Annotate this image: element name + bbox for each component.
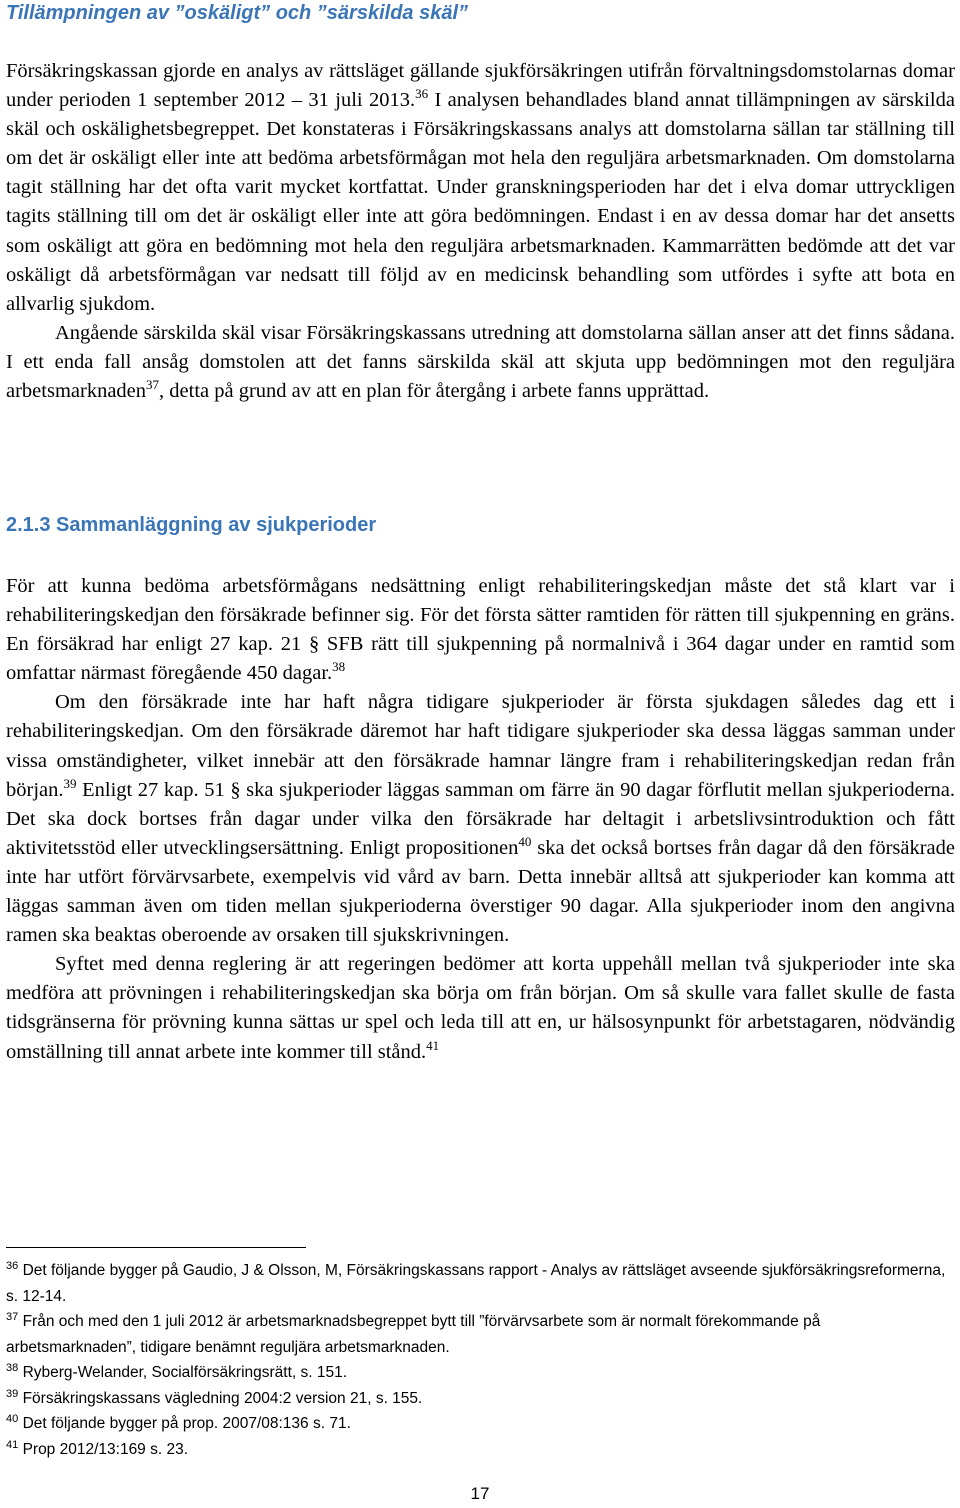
paragraph-4 xyxy=(6,688,955,950)
paragraph-5 xyxy=(6,950,955,1066)
body-block-2 xyxy=(6,572,955,1067)
footnote-number: 37 xyxy=(6,1310,19,1323)
footnote-text: Prop 2012/13:169 s. 23. xyxy=(22,1440,189,1458)
footnote-text: Ryberg-Welander, Socialförsäkringsrätt, s. 151. xyxy=(22,1364,348,1381)
footnote xyxy=(6,1411,951,1437)
p1-text-a: Försäkringskassan gjorde en analys av rättsläget gällande sjukförsäkringen utifrån förvaltningsdomstolarnas domar under perioden 1 september 2012 – 31 juli 2013. xyxy=(6,60,955,112)
p1-text-b: I analysen behandlades bland annat tillämpningen av särskilda skäl och oskälighetsbegreppet. Det konstateras i Försäkringskassans analys att domstolarna sällan tar ställning till om det är oskäligt eller inte att bedöma arbetsförmågan mot hela den reguljära arbetsmarknaden. Om domstolarna tagit ställning har det ofta varit mycket kortfattat. Under granskningsperioden har det i elva domar uttryckligen tagits ställning till om det är oskäligt eller inte att göra bedömningen. Endast i en av dessa domar har det ansetts som oskäligt att göra en bedömning mot hela den reguljära arbetsmarknaden. Kammarrätten bedömde att det var oskäligt då arbetsförmågan var nedsatt till följd av en medicinsk behandling som utfördes i syfte att bota en allvarlig sjukdom. xyxy=(6,89,955,315)
footnote-ref-36[interactable]: 36 xyxy=(415,86,429,102)
p4-text-b: Enligt 27 kap. 51 § ska sjukperioder läggas samman om färre än 90 dagar förflutit mellan sjukperioderna. Det ska dock bortses från dagar under vilka den försäkrade har deltagit i arbetslivsintroduktion och fått aktivitetsstöd eller utvecklingsersättning. Enligt propositionen xyxy=(6,778,955,859)
footnote-text: Försäkringskassans vägledning 2004:2 version 21, s. 155. xyxy=(22,1389,423,1407)
paragraph-2 xyxy=(6,319,955,406)
p3-text-a: För att kunna bedöma arbetsförmågans nedsättning enligt rehabiliteringskedjan måste det stå klart var i rehabiliteringskedjan den försäkrade befinner sig. För det första sätter ramtiden för rätten till sjukpenning en gräns. En försäkrad har enligt 27 kap. 21 § SFB rätt till sjukpenning på normalnivå i 364 dagar under en ramtid som omfattar närmast föregående 450 dagar. xyxy=(6,575,955,685)
body-block-1 xyxy=(6,57,955,406)
footnote-text: Från och med den 1 juli 2012 är arbetsmarknadsbegreppet bytt till ”förvärvsarbete som är normalt förekommande på arbetsmarknaden”, tidigare benämnt reguljära arbetsmarknaden. xyxy=(6,1313,821,1356)
footnote-number: 39 xyxy=(6,1387,19,1400)
page-number: 17 xyxy=(470,1484,490,1503)
footnote xyxy=(6,1258,951,1309)
footnote xyxy=(6,1386,951,1412)
paragraph-3 xyxy=(6,572,955,688)
paragraph-1 xyxy=(6,57,955,319)
footnote-ref-40[interactable]: 40 xyxy=(518,834,532,850)
page-heading: Tillämpningen av ”oskäligt” och ”särskilda skäl” xyxy=(6,2,469,24)
footnote xyxy=(6,1437,951,1463)
footnote-text: Det följande bygger på Gaudio, J & Olsson, M, Försäkringskassans rapport - Analys av rättsläget avseende sjukförsäkringsreformerna, s. 12-14. xyxy=(6,1262,946,1305)
footnote-text: Det följande bygger på prop. 2007/08:136 s. 71. xyxy=(22,1415,351,1432)
footnote-number: 40 xyxy=(6,1412,19,1425)
footnote xyxy=(6,1309,951,1360)
footnote-ref-37[interactable]: 37 xyxy=(146,377,160,393)
footnote-divider xyxy=(6,1247,306,1248)
footnote-ref-41[interactable]: 41 xyxy=(426,1037,440,1053)
p4-text-c: ska det också bortses från dagar då den försäkrade inte har utfört förvärvsarbete, exempelvis vid vård av barn. Detta innebär alltså att sjukperioder kan komma att läggas samman även om tiden mellan sjukperioderna överstiger 90 dagar. Alla sjukperioder inom den angivna ramen ska beaktas oberoende av orsaken till sjukskrivningen. xyxy=(6,836,955,947)
p5-text-a: Syftet med denna reglering är att regeringen bedömer att korta uppehåll mellan två sjukperioder inte ska medföra att prövningen i rehabiliteringskedjan ska börja om från början. Om så skulle vara fallet skulle de fasta tidsgränserna för prövning kunna sättas ur spel och leda till att en, ur hälsosynpunkt för arbetstagaren, nödvändig omställning till annat arbete inte kommer till stånd. xyxy=(6,953,955,1063)
footnote-number: 38 xyxy=(6,1361,19,1374)
footnote xyxy=(6,1360,951,1386)
section-heading: 2.1.3 Sammanläggning av sjukperioder xyxy=(6,514,377,536)
p2-text-a: Angående särskilda skäl visar Försäkringskassans utredning att domstolarna sällan anser att det finns sådana. I ett enda fall ansåg domstolen att det fanns särskilda skäl att skjuta upp bedömningen mot den reguljära arbetsmarknaden xyxy=(6,321,955,403)
footnote-ref-39[interactable]: 39 xyxy=(63,775,77,791)
p4-text-a: Om den försäkrade inte har haft några tidigare sjukperioder är första sjukdagen således dag ett i rehabiliteringskedjan. Om den försäkrade däremot har haft tidigare sjukperioder ska dessa läggas samman under vissa omständigheter, vilket innebär att den försäkrade hamnar längre fram i rehabiliteringskedjan redan från början. xyxy=(6,691,955,801)
p2-text-b: , detta på grund av att en plan för återgång i arbete fanns upprättad. xyxy=(159,380,710,403)
footnote-ref-38[interactable]: 38 xyxy=(332,659,346,675)
footnote-number: 41 xyxy=(6,1438,19,1451)
footnotes xyxy=(6,1258,951,1462)
footnote-number: 36 xyxy=(6,1259,19,1272)
